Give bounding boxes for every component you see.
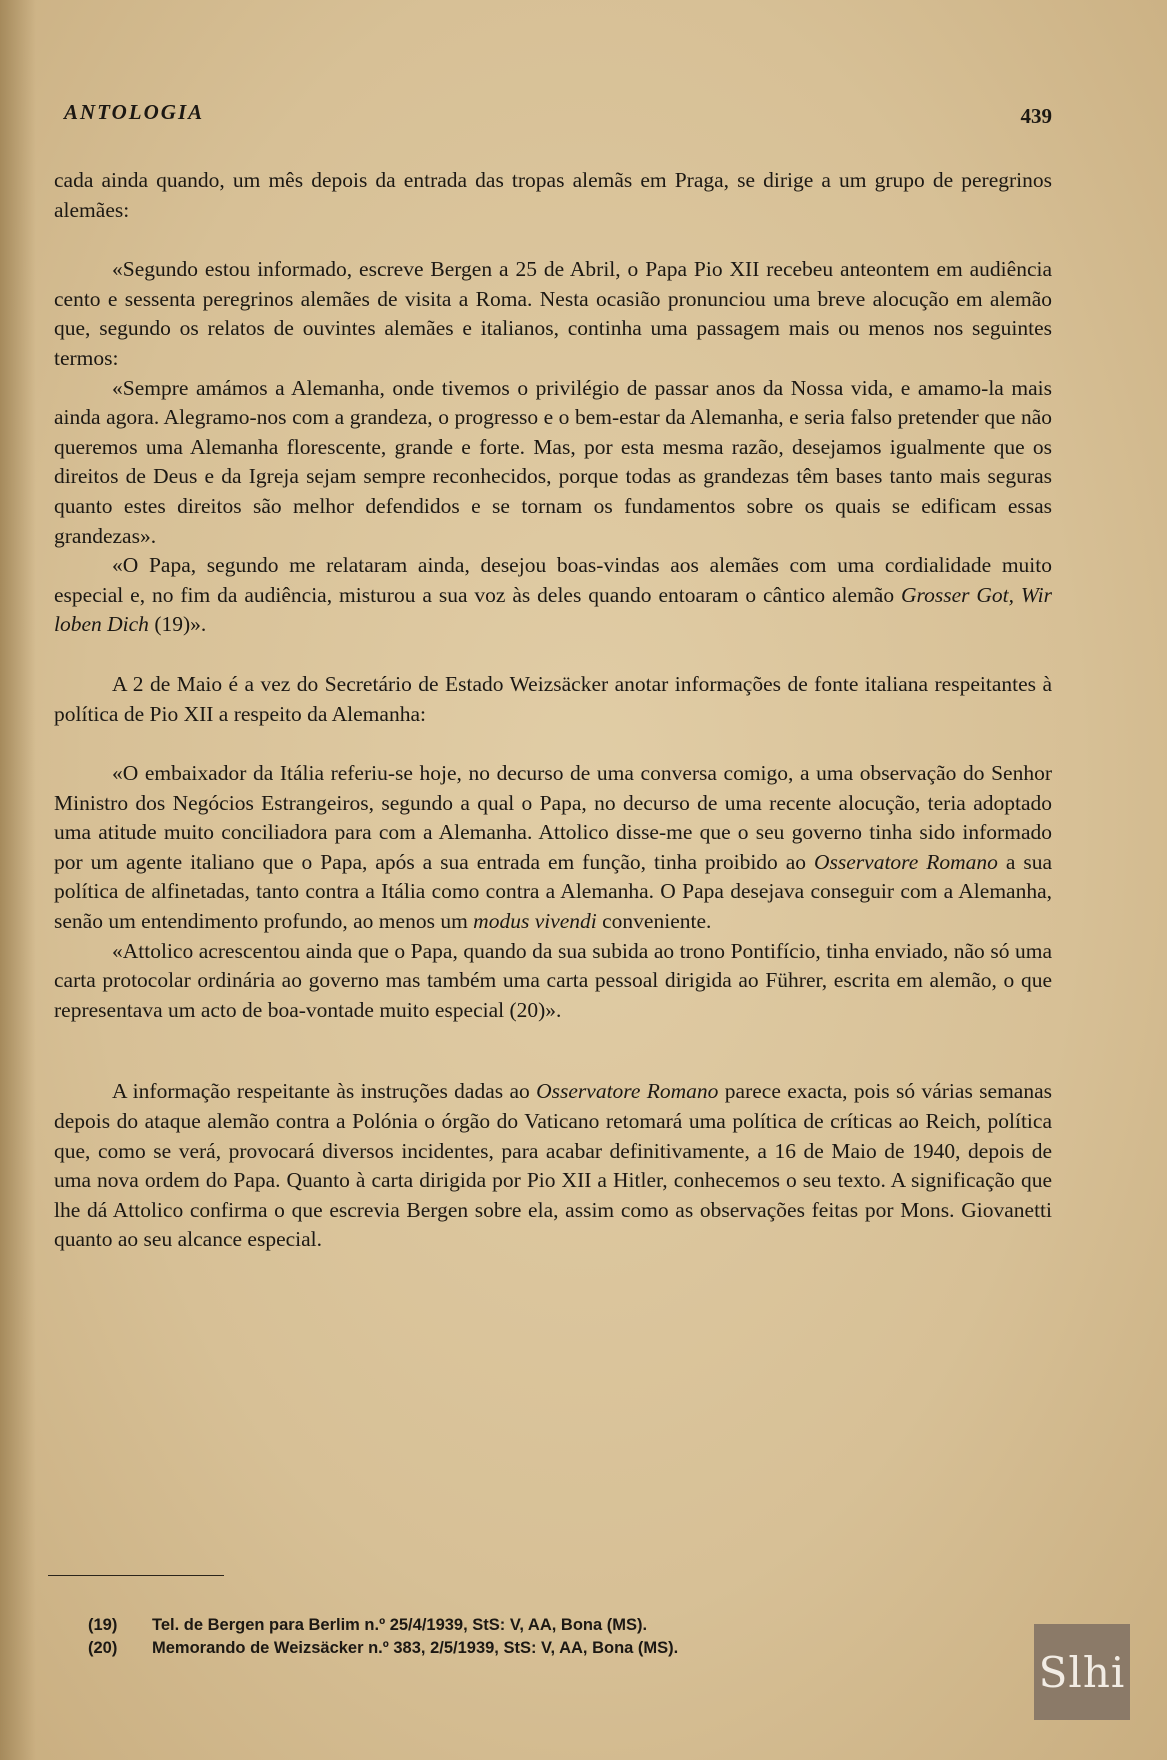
binding-shadow [0, 0, 36, 1760]
footnote-mark: (19) [88, 1616, 118, 1634]
italic-modus-vivendi: modus vivendi [473, 909, 597, 934]
page-number: 439 [1020, 104, 1052, 128]
page-header [64, 100, 1052, 136]
paragraph-5: A 2 de Maio é a vez do Secretário de Estado Weizsäcker anotar informações de fonte italiana respeitantes à política de Pio XII a respeito da Alemanha: [54, 671, 1052, 726]
paragraph-2: «Segundo estou informado, escreve Bergen a 25 de Abril, o Papa Pio XII recebeu anteontem em audiência cento e sessenta peregrinos alemães de visita a Roma. Nesta ocasião pronunciou uma breve alocução em alemão que, segundo os relatos de ouvintes alemães e italianos, continha uma passagem mais ou menos nos seguintes termos: [54, 257, 1052, 370]
paragraph-3: «Sempre amámos a Alemanha, onde tivemos o privilégio de passar anos da Nossa vida, e amamo-la mais ainda agora. Alegramo-nos com a grandeza, o progresso e o bem-estar da Alemanha, e seria falso pretender que não queremos uma Alemanha florescente, grande e forte. Mas, por esta mesma razão, desejamos igualmente que os direitos de Deus e da Igreja sejam sempre reconhecidos, porque todas as grandezas têm bases tanto mais seguras quanto estes direitos são melhor defendidos e se tornam os fundamentos sobre os quais se edificam essas grandezas». [54, 375, 1052, 548]
watermark-logo: Slhi [1034, 1624, 1130, 1720]
footnote-text: Tel. de Bergen para Berlim n.º 25/4/1939, StS: V, AA, Bona (MS). [152, 1616, 648, 1634]
footnote-text: Memorando de Weizsäcker n.º 383, 2/5/1939, StS: V, AA, Bona (MS). [152, 1639, 679, 1657]
paragraph-1: cada ainda quando, um mês depois da entrada das tropas alemãs em Praga, se dirige a um grupo de peregrinos alemães: [54, 168, 1052, 222]
paragraph-6: «O embaixador da Itália referiu-se hoje, no decurso de uma conversa comigo, a uma observação do Senhor Ministro dos Negócios Estrangeiros, segundo a qual o Papa, no decurso de uma recente alocução, teria adoptado uma atitude muito conciliadora para com a Alemanha. Attolico disse-me que o seu governo tinha sido informado por um agente italiano que o Papa, após a sua entrada em função, tinha proibido ao Osservatore Romano a sua política de alfinetadas, tanto contra a Itália como contra a Alemanha. O Papa desejava conseguir com a Alemanha, senão um entendimento profundo, ao menos um modus vivendi conveniente. [54, 761, 1052, 934]
running-head: ANTOLOGIA [64, 100, 205, 124]
paragraph-8: A informação respeitante às instruções dadas ao Osservatore Romano parece exacta, pois só várias semanas depois do ataque alemão contra a Polónia o órgão do Vaticano retomará uma política de críticas ao Reich, política que, como se verá, provocará diversos incidentes, para acabar definitivamente, a 16 de Maio de 1940, depois de uma nova ordem do Papa. Quanto à carta dirigida por Pio XII a Hitler, conhecemos o seu texto. A significação que lhe dá Attolico confirma o que escrevia Bergen sobre ela, assim como as observações feitas por Mons. Giovanetti quanto ao seu alcance especial. [54, 1079, 1052, 1252]
footnote-19 [88, 1614, 988, 1637]
footnote-rule [48, 1575, 224, 1576]
paragraph-7: «Attolico acrescentou ainda que o Papa, quando da sua subida ao trono Pontifício, tinha enviado, não só uma carta protocolar ordinária ao governo mas também uma carta pessoal dirigida ao Führer, escrita em alemão, o que representava um acto de boa-vontade muito especial (20)». [54, 938, 1052, 1022]
italic-osservatore-2: Osservatore Romano [536, 1079, 719, 1104]
footnotes [88, 1614, 988, 1660]
body-text [54, 166, 1052, 1255]
italic-osservatore: Osservatore Romano [813, 849, 998, 874]
italic-title: Grosser Got, Wir loben Dich [54, 582, 1053, 637]
footnote-mark: (20) [88, 1639, 118, 1657]
footnote-20 [88, 1637, 988, 1660]
paragraph-4: «O Papa, segundo me relataram ainda, desejou boas-vindas aos alemães com uma cordialidade muito especial e, no fim da audiência, misturou a sua voz às deles quando entoaram o cântico alemão Grosser Got, Wir loben Dich (19)». [54, 553, 1053, 637]
